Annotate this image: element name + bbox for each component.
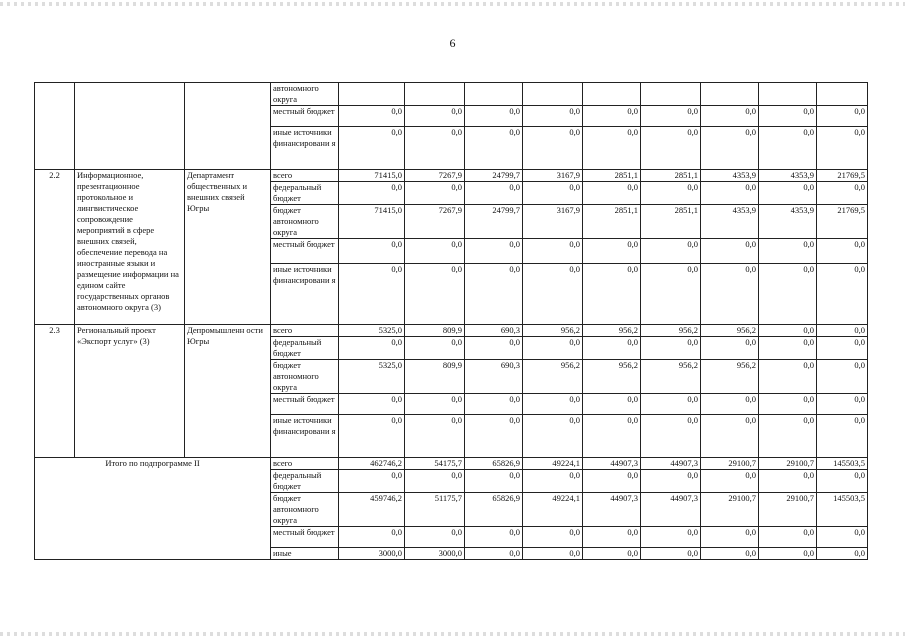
value-cell: 145503,5 (817, 493, 868, 527)
value-cell: 71415,0 (339, 205, 405, 239)
value-cell: 0,0 (583, 182, 641, 205)
value-cell: 0,0 (817, 527, 868, 548)
value-cell: 0,0 (701, 415, 759, 458)
value-cell: 4353,9 (759, 205, 817, 239)
value-cell: 2851,1 (583, 170, 641, 182)
value-cell: 0,0 (523, 394, 583, 415)
value-cell: 0,0 (817, 360, 868, 394)
funding-source: местный бюджет (271, 106, 339, 127)
table-row (35, 325, 868, 337)
executor-name (185, 83, 271, 170)
value-cell: 0,0 (583, 548, 641, 560)
funding-source: местный бюджет (271, 394, 339, 415)
value-cell: 0,0 (759, 106, 817, 127)
value-cell: 29100,7 (759, 493, 817, 527)
value-cell: 0,0 (641, 182, 701, 205)
value-cell: 0,0 (701, 394, 759, 415)
value-cell: 0,0 (405, 182, 465, 205)
value-cell: 7267,9 (405, 170, 465, 182)
value-cell: 0,0 (817, 415, 868, 458)
value-cell: 0,0 (701, 264, 759, 325)
value-cell: 0,0 (583, 239, 641, 264)
value-cell: 0,0 (701, 527, 759, 548)
value-cell: 0,0 (339, 415, 405, 458)
value-cell: 0,0 (465, 182, 523, 205)
table-row (35, 83, 868, 106)
value-cell: 0,0 (405, 337, 465, 360)
value-cell: 3167,9 (523, 170, 583, 182)
funding-source: всего (271, 170, 339, 182)
value-cell: 0,0 (465, 470, 523, 493)
value-cell: 2851,1 (583, 205, 641, 239)
value-cell: 956,2 (523, 325, 583, 337)
value-cell: 0,0 (405, 394, 465, 415)
value-cell: 0,0 (641, 415, 701, 458)
value-cell (465, 83, 523, 106)
value-cell: 459746,2 (339, 493, 405, 527)
value-cell: 0,0 (583, 106, 641, 127)
table-row (35, 170, 868, 182)
value-cell: 956,2 (641, 325, 701, 337)
table-row (35, 458, 868, 470)
value-cell (583, 83, 641, 106)
value-cell: 29100,7 (701, 493, 759, 527)
value-cell: 956,2 (583, 325, 641, 337)
page-number: 6 (449, 36, 456, 50)
value-cell: 0,0 (817, 182, 868, 205)
value-cell: 0,0 (523, 182, 583, 205)
value-cell: 0,0 (759, 470, 817, 493)
value-cell: 0,0 (405, 106, 465, 127)
value-cell: 7267,9 (405, 205, 465, 239)
value-cell: 0,0 (641, 394, 701, 415)
funding-source: всего (271, 325, 339, 337)
value-cell: 0,0 (817, 470, 868, 493)
value-cell: 0,0 (523, 337, 583, 360)
value-cell (405, 83, 465, 106)
value-cell: 44907,3 (583, 493, 641, 527)
row-number: 2.2 (35, 170, 75, 325)
value-cell: 54175,7 (405, 458, 465, 470)
value-cell: 0,0 (759, 127, 817, 170)
value-cell: 145503,5 (817, 458, 868, 470)
value-cell: 29100,7 (759, 458, 817, 470)
scan-edge-bottom (0, 632, 905, 636)
value-cell: 0,0 (339, 182, 405, 205)
funding-source: федеральный бюджет (271, 470, 339, 493)
value-cell: 0,0 (583, 127, 641, 170)
value-cell: 0,0 (339, 264, 405, 325)
value-cell: 4353,9 (759, 170, 817, 182)
value-cell: 0,0 (641, 127, 701, 170)
value-cell: 809,9 (405, 325, 465, 337)
value-cell (641, 83, 701, 106)
value-cell: 0,0 (405, 264, 465, 325)
activity-name: Региональный проект «Экспорт услуг» (3) (75, 325, 185, 458)
value-cell (759, 83, 817, 106)
funding-source: иные (271, 548, 339, 560)
value-cell: 0,0 (817, 264, 868, 325)
value-cell: 690,3 (465, 360, 523, 394)
value-cell: 2851,1 (641, 205, 701, 239)
value-cell: 0,0 (339, 106, 405, 127)
funding-source: бюджет автономного округа (271, 360, 339, 394)
scan-edge-top (0, 2, 905, 6)
value-cell: 0,0 (759, 415, 817, 458)
value-cell: 0,0 (641, 470, 701, 493)
value-cell: 0,0 (523, 264, 583, 325)
value-cell: 0,0 (583, 264, 641, 325)
value-cell: 0,0 (339, 127, 405, 170)
value-cell: 29100,7 (701, 458, 759, 470)
value-cell (339, 83, 405, 106)
value-cell: 0,0 (701, 548, 759, 560)
funding-source: автономного округа (271, 83, 339, 106)
value-cell: 0,0 (465, 527, 523, 548)
value-cell: 3000,0 (339, 548, 405, 560)
value-cell: 0,0 (583, 415, 641, 458)
value-cell: 956,2 (701, 360, 759, 394)
value-cell: 0,0 (759, 264, 817, 325)
value-cell: 0,0 (641, 548, 701, 560)
value-cell: 44907,3 (641, 458, 701, 470)
value-cell: 0,0 (817, 325, 868, 337)
budget-table-body (35, 83, 868, 560)
value-cell: 24799,7 (465, 170, 523, 182)
funding-source: местный бюджет (271, 527, 339, 548)
value-cell: 0,0 (405, 127, 465, 170)
value-cell: 0,0 (465, 337, 523, 360)
value-cell: 0,0 (817, 394, 868, 415)
value-cell: 65826,9 (465, 458, 523, 470)
value-cell: 0,0 (641, 264, 701, 325)
value-cell: 0,0 (701, 106, 759, 127)
value-cell: 21769,5 (817, 170, 868, 182)
value-cell: 0,0 (759, 182, 817, 205)
value-cell: 0,0 (465, 394, 523, 415)
value-cell: 0,0 (339, 239, 405, 264)
row-number: 2.3 (35, 325, 75, 458)
value-cell: 956,2 (701, 325, 759, 337)
budget-table (34, 82, 868, 560)
value-cell: 0,0 (817, 337, 868, 360)
funding-source: бюджет автономного округа (271, 493, 339, 527)
value-cell: 4353,9 (701, 205, 759, 239)
executor-name: Депромышленн ости Югры (185, 325, 271, 458)
value-cell: 0,0 (523, 527, 583, 548)
value-cell: 0,0 (759, 527, 817, 548)
value-cell: 0,0 (817, 239, 868, 264)
value-cell: 956,2 (523, 360, 583, 394)
value-cell: 809,9 (405, 360, 465, 394)
value-cell (817, 83, 868, 106)
funding-source: местный бюджет (271, 239, 339, 264)
value-cell: 0,0 (701, 127, 759, 170)
value-cell: 0,0 (523, 548, 583, 560)
value-cell: 0,0 (339, 394, 405, 415)
value-cell: 0,0 (701, 182, 759, 205)
value-cell: 0,0 (759, 548, 817, 560)
activity-name (75, 83, 185, 170)
value-cell: 0,0 (583, 470, 641, 493)
value-cell: 0,0 (339, 470, 405, 493)
value-cell (701, 83, 759, 106)
funding-source: иные источники финансировани я (271, 415, 339, 458)
value-cell: 0,0 (583, 337, 641, 360)
value-cell: 0,0 (405, 415, 465, 458)
value-cell: 0,0 (523, 415, 583, 458)
row-number (35, 83, 75, 170)
funding-source: всего (271, 458, 339, 470)
funding-source: федеральный бюджет (271, 182, 339, 205)
funding-source: федеральный бюджет (271, 337, 339, 360)
value-cell: 0,0 (701, 470, 759, 493)
value-cell: 0,0 (641, 337, 701, 360)
value-cell: 0,0 (641, 239, 701, 264)
value-cell: 0,0 (583, 394, 641, 415)
value-cell: 0,0 (701, 337, 759, 360)
value-cell: 3000,0 (405, 548, 465, 560)
value-cell: 0,0 (523, 239, 583, 264)
value-cell: 0,0 (523, 127, 583, 170)
value-cell: 0,0 (405, 470, 465, 493)
value-cell: 0,0 (583, 527, 641, 548)
value-cell: 0,0 (405, 239, 465, 264)
value-cell: 51175,7 (405, 493, 465, 527)
row-group-name: Итого по подпрограмме II (35, 458, 271, 560)
value-cell: 0,0 (759, 394, 817, 415)
value-cell: 462746,2 (339, 458, 405, 470)
value-cell: 0,0 (465, 548, 523, 560)
value-cell: 0,0 (339, 527, 405, 548)
activity-name: Информационное, презентационное протокольное и лингвистическое сопровождение мероприятий в сфере внешних связей, обеспечение перевода на иностранные языки и размещение информации на едином сайте государственных органов автономного округа (3) (75, 170, 185, 325)
funding-source: иные источники финансировани я (271, 264, 339, 325)
value-cell: 4353,9 (701, 170, 759, 182)
value-cell: 0,0 (523, 470, 583, 493)
value-cell: 956,2 (583, 360, 641, 394)
value-cell: 0,0 (759, 239, 817, 264)
value-cell (523, 83, 583, 106)
value-cell: 3167,9 (523, 205, 583, 239)
value-cell: 71415,0 (339, 170, 405, 182)
funding-source: бюджет автономного округа (271, 205, 339, 239)
value-cell: 44907,3 (641, 493, 701, 527)
value-cell: 5325,0 (339, 360, 405, 394)
value-cell: 0,0 (465, 106, 523, 127)
value-cell: 0,0 (641, 527, 701, 548)
value-cell: 690,3 (465, 325, 523, 337)
value-cell: 0,0 (523, 106, 583, 127)
value-cell: 5325,0 (339, 325, 405, 337)
value-cell: 0,0 (817, 106, 868, 127)
value-cell: 956,2 (641, 360, 701, 394)
funding-source: иные источники финансировани я (271, 127, 339, 170)
value-cell: 24799,7 (465, 205, 523, 239)
value-cell: 0,0 (759, 337, 817, 360)
value-cell: 49224,1 (523, 458, 583, 470)
value-cell: 65826,9 (465, 493, 523, 527)
value-cell: 49224,1 (523, 493, 583, 527)
value-cell: 0,0 (465, 127, 523, 170)
value-cell: 0,0 (759, 360, 817, 394)
value-cell: 0,0 (465, 239, 523, 264)
value-cell: 0,0 (465, 264, 523, 325)
value-cell: 0,0 (701, 239, 759, 264)
value-cell: 21769,5 (817, 205, 868, 239)
value-cell: 0,0 (339, 337, 405, 360)
value-cell: 0,0 (817, 548, 868, 560)
value-cell: 0,0 (465, 415, 523, 458)
value-cell: 0,0 (405, 527, 465, 548)
value-cell: 2851,1 (641, 170, 701, 182)
value-cell: 44907,3 (583, 458, 641, 470)
value-cell: 0,0 (817, 127, 868, 170)
value-cell: 0,0 (759, 325, 817, 337)
executor-name: Департамент общественных и внешних связей Югры (185, 170, 271, 325)
value-cell: 0,0 (641, 106, 701, 127)
